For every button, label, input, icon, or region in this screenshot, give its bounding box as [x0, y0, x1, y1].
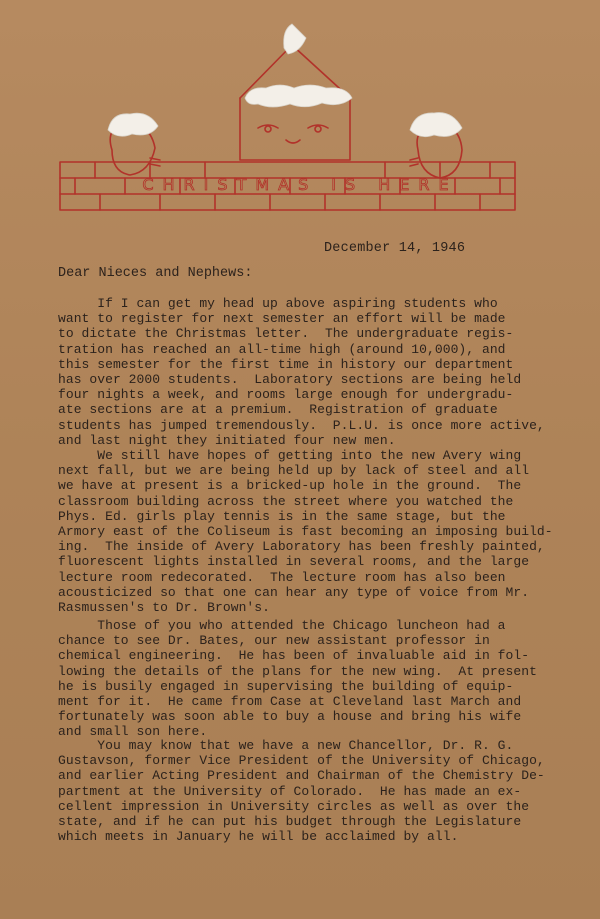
paragraph-chancellor: You may know that we have a new Chancellor, Dr. R. G. Gustavson, former Vice President of the University of Chicago, and earlier Acting President and Chairman of the Chemistry De- partment at the University of Colorado. He has made an ex- cellent impression in University circles as well as over the state, and if he can put his budget through the Legislature which meets in January he will be acclaimed by all. — [58, 738, 545, 845]
paragraph-registration: If I can get my head up above aspiring students who want to register for next semester an effort will be made to dictate the Christmas letter. The undergraduate regis- tration has reached an all-time high (around 10,000), and this semester for the first time in history our department has over 2000 students. Laboratory sections are being held four nights a week, and rooms large enough for undergradu- ate sections are at a premium. Registration of graduate students has jumped tremendously. P.L.U. is once more active, and last night they initiated four new men. — [58, 296, 545, 448]
letter-salutation: Dear Nieces and Nephews: — [58, 266, 253, 281]
paragraph-avery-wing: We still have hopes of getting into the new Avery wing next fall, but we are being held up by lack of steel and all we have at present is a bricked-up hole in the ground. The classroom building across the street where you watched the Phys. Ed. girls play tennis is in the same stage, but the Armory east of the Coliseum is fast becoming an imposing build- ing. The inside of Avery Laboratory has been freshly painted, fluorescent lights installed in several rooms, and the large lecture room redecorated. The lecture room has also been acousticized so that one can hear any type of voice from Mr. Rasmussen's to Dr. Brown's. — [58, 448, 553, 616]
banner-text: CHRISTMAS IS HERE — [142, 175, 458, 194]
letter-date: December 14, 1946 — [324, 241, 466, 256]
paragraph-dr-bates: Those of you who attended the Chicago luncheon had a chance to see Dr. Bates, our new assistant professor in chemical engineering. He has been of invaluable aid in fol- lowing the details of the plans for the new wing. At present he is busily engaged in supervising the building of equip- ment for it. He came from Case at Cleveland last March and fortunately was soon able to buy a house and bring his wife and small son here. — [58, 618, 537, 740]
christmas-header-illustration — [0, 0, 600, 230]
